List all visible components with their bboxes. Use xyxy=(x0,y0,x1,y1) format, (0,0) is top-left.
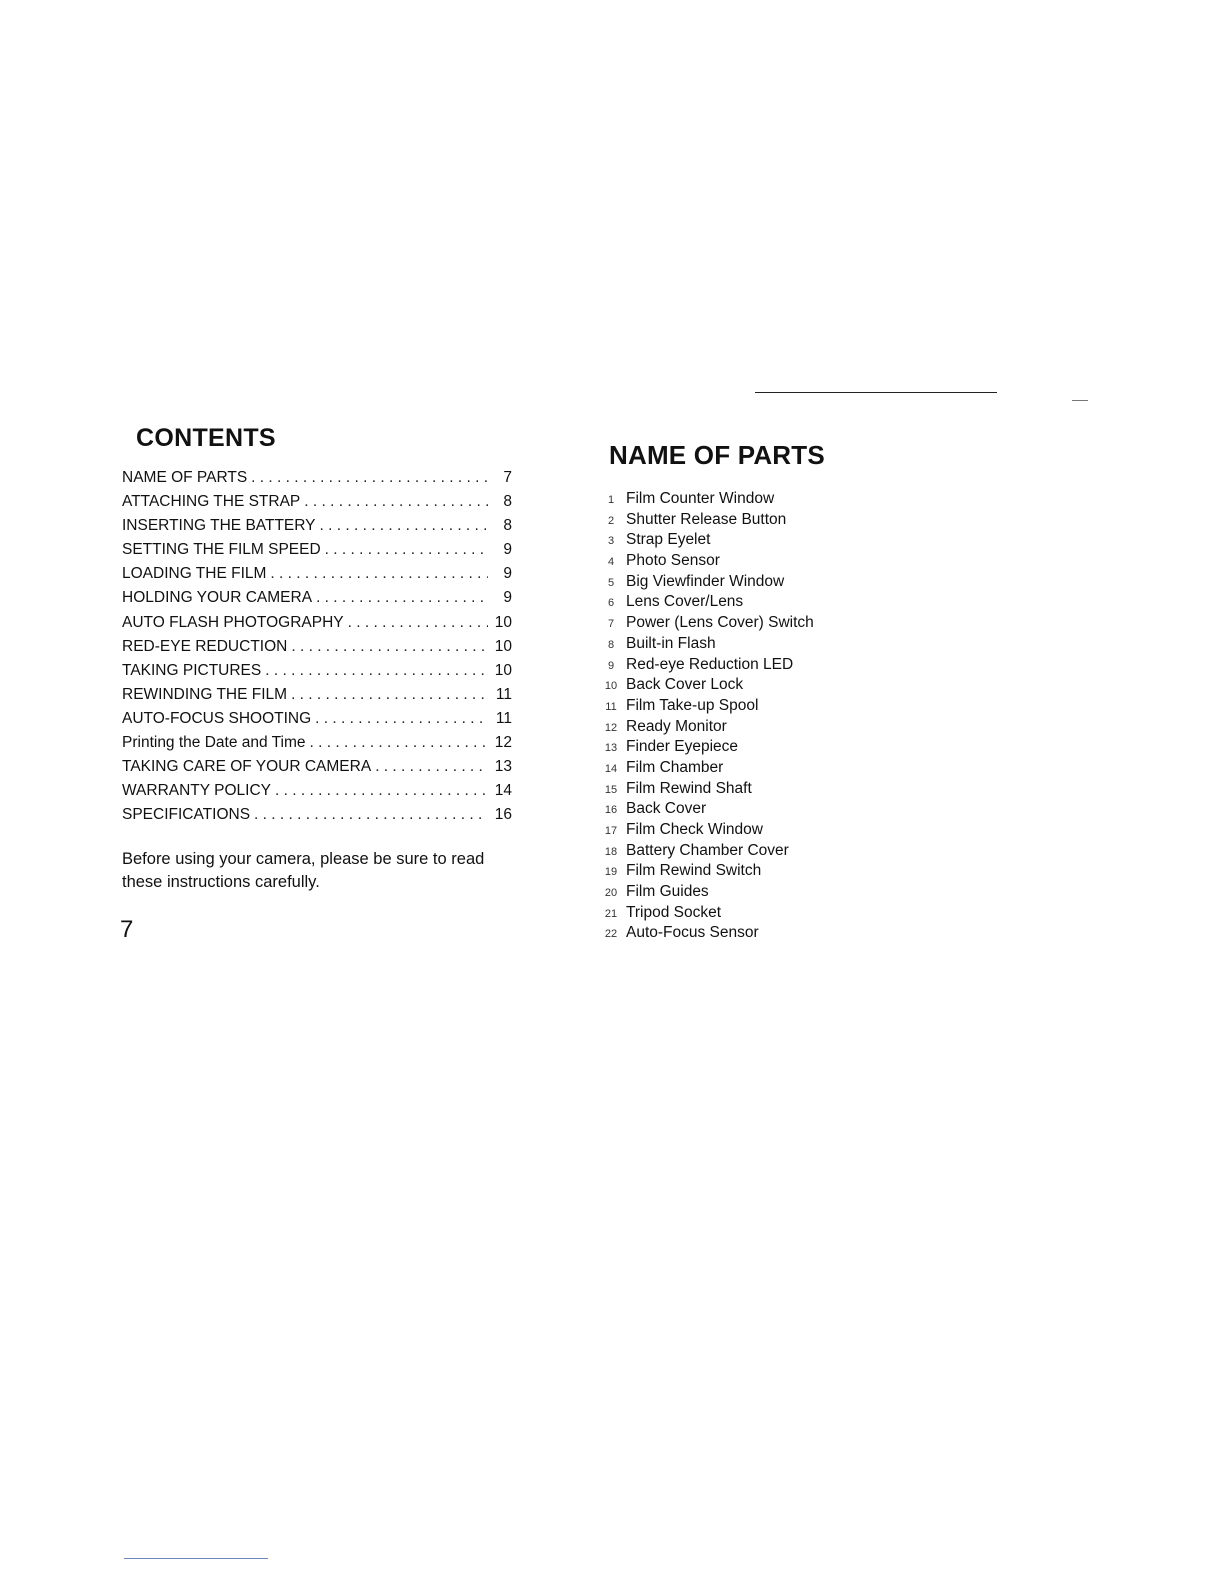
part-item xyxy=(596,718,856,739)
part-number: 1 xyxy=(607,494,615,506)
parts-list xyxy=(596,490,856,945)
part-item xyxy=(596,883,856,904)
part-name: Strap Eyelet xyxy=(626,531,711,549)
contents-entry-page: 16 xyxy=(494,806,512,824)
part-name: Back Cover xyxy=(626,800,707,818)
part-name: Film Rewind Switch xyxy=(626,862,762,880)
dot-leader xyxy=(291,638,488,656)
part-item xyxy=(596,759,856,780)
part-number: 22 xyxy=(604,928,618,941)
contents-entry xyxy=(122,782,512,806)
part-item xyxy=(596,738,856,759)
contents-entry-title: TAKING CARE OF YOUR CAMERA xyxy=(122,758,372,776)
contents-entry-title: SPECIFICATIONS xyxy=(122,806,251,824)
contents-entry-page: 13 xyxy=(494,758,512,776)
part-number: 16 xyxy=(604,804,618,817)
contents-entry-title: REWINDING THE FILM xyxy=(122,685,288,703)
part-item xyxy=(596,593,856,614)
part-number: 5 xyxy=(607,576,615,589)
part-number: 15 xyxy=(604,783,618,796)
name-of-parts-section xyxy=(596,440,856,945)
part-number: 9 xyxy=(607,659,615,672)
part-item xyxy=(596,780,856,801)
part-number: 12 xyxy=(604,721,618,734)
contents-list xyxy=(122,469,512,830)
part-name: Film Take-up Spool xyxy=(626,696,759,714)
contents-entry-page: 7 xyxy=(503,469,512,486)
contents-entry-title: WARRANTY POLICY xyxy=(122,782,271,800)
contents-entry xyxy=(122,662,512,686)
contents-entry-title: Printing the Date and Time xyxy=(122,734,306,752)
part-number: 14 xyxy=(604,762,618,775)
contents-entry xyxy=(122,589,512,613)
part-name: Film Rewind Shaft xyxy=(626,779,752,797)
dot-leader xyxy=(348,614,488,632)
part-number: 10 xyxy=(604,680,618,693)
dot-leader xyxy=(304,493,488,511)
part-name: Auto-Focus Sensor xyxy=(626,924,759,942)
contents-entry xyxy=(122,734,512,758)
part-item xyxy=(596,904,856,925)
part-item xyxy=(596,800,856,821)
part-item xyxy=(596,862,856,883)
contents-entry xyxy=(122,806,512,830)
contents-entry xyxy=(122,710,512,734)
contents-entry-page: 10 xyxy=(494,661,512,679)
contents-entry-page: 8 xyxy=(503,493,512,511)
top-rule-dash xyxy=(1072,400,1088,401)
contents-entry-page: 11 xyxy=(495,685,512,703)
contents-entry-page: 14 xyxy=(494,782,512,800)
contents-entry-page: 8 xyxy=(503,517,512,535)
dot-leader xyxy=(275,782,488,800)
contents-section xyxy=(122,424,512,894)
bottom-rule xyxy=(124,1558,268,1559)
dot-leader xyxy=(310,734,488,752)
part-item xyxy=(596,511,856,532)
contents-entry-title: TAKING PICTURES xyxy=(122,661,262,679)
contents-entry-page: 11 xyxy=(495,709,512,727)
part-name: Shutter Release Button xyxy=(626,510,787,528)
part-number: 3 xyxy=(607,535,615,548)
part-number: 7 xyxy=(607,618,615,631)
contents-entry xyxy=(122,758,512,782)
part-name: Film Chamber xyxy=(626,758,724,776)
contents-entry-title: ATTACHING THE STRAP xyxy=(122,493,301,511)
part-name: Finder Eyepiece xyxy=(626,738,739,756)
dot-leader xyxy=(291,686,488,704)
part-number: 20 xyxy=(604,887,618,900)
dot-leader xyxy=(316,589,488,607)
instructions-note: Before using your camera, please be sure to read these instructions carefully. xyxy=(122,850,485,892)
part-name: Film Guides xyxy=(626,883,709,901)
part-name: Ready Monitor xyxy=(626,717,727,735)
part-number: 18 xyxy=(604,845,618,858)
part-item xyxy=(596,490,856,511)
contents-entry-title: RED-EYE REDUCTION xyxy=(122,637,288,655)
part-name: Red-eye Reduction LED xyxy=(626,655,794,673)
part-item xyxy=(596,573,856,594)
part-number: 21 xyxy=(604,907,618,920)
contents-entry-page: 10 xyxy=(494,613,512,631)
part-number: 2 xyxy=(607,514,615,527)
contents-entry xyxy=(122,638,512,662)
contents-entry-page: 10 xyxy=(494,637,512,655)
contents-entry-title: AUTO-FOCUS SHOOTING xyxy=(122,709,312,727)
part-item xyxy=(596,821,856,842)
contents-entry-title: AUTO FLASH PHOTOGRAPHY xyxy=(122,613,344,631)
contents-entry xyxy=(122,493,512,517)
dot-leader xyxy=(251,469,488,487)
part-item xyxy=(596,635,856,656)
part-name: Built-in Flash xyxy=(626,634,716,652)
contents-entry-page: 9 xyxy=(503,565,512,583)
page-number: 7 xyxy=(120,916,134,943)
part-item xyxy=(596,614,856,635)
contents-entry-title: LOADING THE FILM xyxy=(122,565,267,583)
part-item xyxy=(596,924,856,945)
contents-entry-title: NAME OF PARTS xyxy=(122,469,248,486)
contents-entry-title: HOLDING YOUR CAMERA xyxy=(122,589,313,607)
part-name: Tripod Socket xyxy=(626,903,722,921)
contents-entry-title: INSERTING THE BATTERY xyxy=(122,517,316,535)
contents-entry-page: 9 xyxy=(503,589,512,607)
dot-leader xyxy=(254,806,488,824)
part-number: 4 xyxy=(607,556,615,569)
dot-leader xyxy=(270,565,488,583)
contents-entry xyxy=(122,565,512,589)
part-number: 13 xyxy=(604,742,618,755)
contents-entry xyxy=(122,686,512,710)
part-number: 17 xyxy=(604,825,618,837)
contents-entry-page: 9 xyxy=(503,541,512,559)
contents-entry xyxy=(122,541,512,565)
part-number: 19 xyxy=(604,866,618,879)
parts-heading: NAME OF PARTS xyxy=(609,440,825,470)
part-number: 6 xyxy=(607,597,615,610)
part-name: Battery Chamber Cover xyxy=(626,841,789,859)
part-item xyxy=(596,676,856,697)
part-name: Lens Cover/Lens xyxy=(626,593,744,611)
part-item xyxy=(596,552,856,573)
dot-leader xyxy=(265,662,488,680)
contents-entry-page: 12 xyxy=(494,734,512,752)
part-item xyxy=(596,656,856,677)
contents-entry xyxy=(122,469,512,493)
part-name: Power (Lens Cover) Switch xyxy=(626,614,814,632)
part-name: Film Check Window xyxy=(626,821,763,838)
contents-heading: CONTENTS xyxy=(136,424,276,452)
part-item xyxy=(596,697,856,718)
part-name: Back Cover Lock xyxy=(626,676,744,694)
contents-entry-title: SETTING THE FILM SPEED xyxy=(122,541,321,559)
part-name: Photo Sensor xyxy=(626,552,720,570)
contents-entry xyxy=(122,517,512,541)
dot-leader xyxy=(325,541,488,559)
part-item xyxy=(596,842,856,863)
part-number: 11 xyxy=(605,700,617,713)
dot-leader xyxy=(320,517,488,535)
contents-entry xyxy=(122,614,512,638)
dot-leader xyxy=(315,710,488,728)
part-name: Film Counter Window xyxy=(626,490,775,507)
part-item xyxy=(596,531,856,552)
part-number: 8 xyxy=(607,638,615,651)
part-name: Big Viewfinder Window xyxy=(626,572,785,590)
top-rule xyxy=(755,392,997,393)
dot-leader xyxy=(375,758,488,776)
